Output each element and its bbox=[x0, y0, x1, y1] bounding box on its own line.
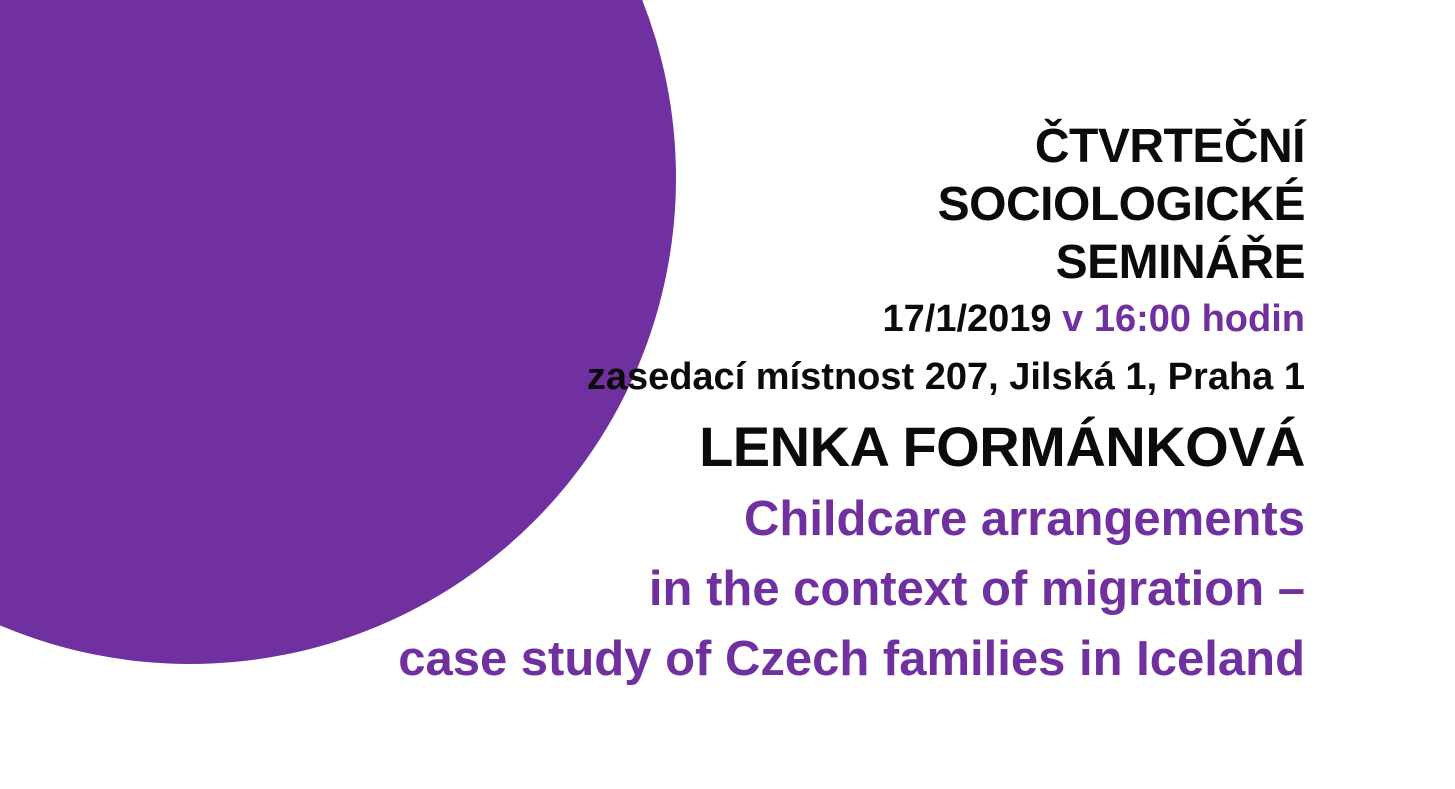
talk-title-line-1: Childcare arrangements bbox=[744, 492, 1305, 546]
poster-text-block bbox=[105, 118, 1305, 694]
event-datetime bbox=[105, 292, 1305, 346]
seminar-series-title bbox=[105, 118, 1305, 292]
talk-title-line-3: case study of Czech families in Iceland bbox=[398, 632, 1305, 686]
series-title-line-1: ČTVRTEČNÍ bbox=[1034, 120, 1305, 173]
event-venue: zasedací místnost 207, Jilská 1, Praha 1 bbox=[586, 356, 1305, 398]
talk-title bbox=[105, 484, 1305, 694]
event-time-prefix: v bbox=[1062, 298, 1084, 340]
series-title-line-3: SEMINÁŘE bbox=[1055, 236, 1305, 289]
speaker-name: LENKA FORMÁNKOVÁ bbox=[699, 415, 1305, 478]
event-time: 16:00 hodin bbox=[1093, 298, 1305, 340]
talk-title-line-2: in the context of migration – bbox=[648, 562, 1305, 616]
series-title-line-2: SOCIOLOGICKÉ bbox=[937, 178, 1305, 231]
event-date: 17/1/2019 bbox=[882, 298, 1052, 340]
